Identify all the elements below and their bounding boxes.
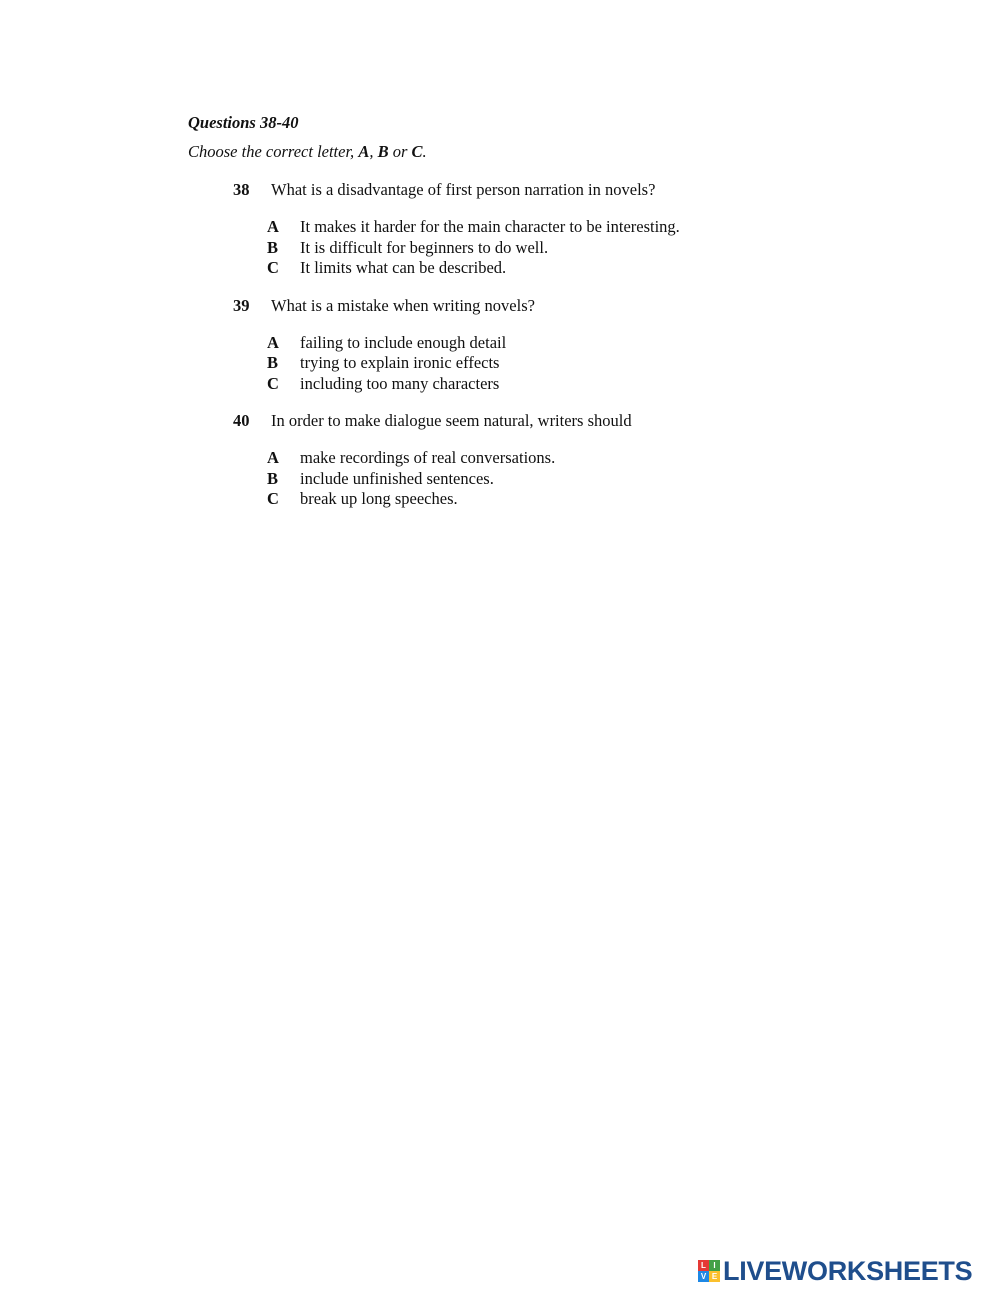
instruction-letter-a: A (358, 142, 370, 161)
logo-wordmark: LIVEWORKSHEETS (723, 1255, 973, 1286)
liveworksheets-icon (698, 1260, 720, 1282)
question-text: In order to make dialogue seem natural, writers should (271, 411, 632, 430)
question-text: What is a mistake when writing novels? (271, 296, 535, 315)
instruction-suffix: . (422, 142, 427, 161)
option-text: including too many characters (300, 374, 500, 393)
option-letter: C (267, 489, 279, 508)
instruction-prefix: Choose the correct letter, (188, 142, 359, 161)
question-text: What is a disadvantage of first person narration in novels? (271, 180, 656, 199)
liveworksheets-logo (698, 1256, 972, 1286)
option-letter: C (267, 374, 279, 393)
option-letter: C (267, 258, 279, 277)
logo-tile-i: I (709, 1260, 720, 1271)
instruction-sep-1: , (369, 142, 378, 161)
section-instruction (188, 142, 427, 162)
logo-tile-l: L (698, 1260, 709, 1271)
logo-tile-e: E (709, 1271, 720, 1282)
option-text: include unfinished sentences. (300, 469, 494, 488)
option-letter: B (267, 238, 279, 257)
instruction-sep-2: or (388, 142, 412, 161)
question-number: 38 (233, 180, 250, 199)
option-letter: A (267, 448, 279, 467)
option-text: It limits what can be described. (300, 258, 507, 277)
instruction-letter-c: C (411, 142, 423, 161)
option-letter: A (267, 333, 279, 352)
option-text: trying to explain ironic effects (300, 353, 500, 372)
option-text: failing to include enough detail (300, 333, 507, 352)
option-letter: B (267, 353, 279, 372)
option-text: It makes it harder for the main character to be interesting. (300, 217, 680, 236)
option-text: break up long speeches. (300, 489, 458, 508)
option-letter: B (267, 469, 279, 488)
section-heading: Questions 38-40 (188, 113, 299, 132)
option-text: make recordings of real conversations. (300, 448, 556, 467)
option-letter: A (267, 217, 279, 236)
option-text: It is difficult for beginners to do well. (300, 238, 549, 257)
instruction-letter-b: B (377, 142, 389, 161)
question-number: 39 (233, 296, 250, 315)
question-number: 40 (233, 411, 250, 430)
logo-tile-v: V (698, 1271, 709, 1282)
